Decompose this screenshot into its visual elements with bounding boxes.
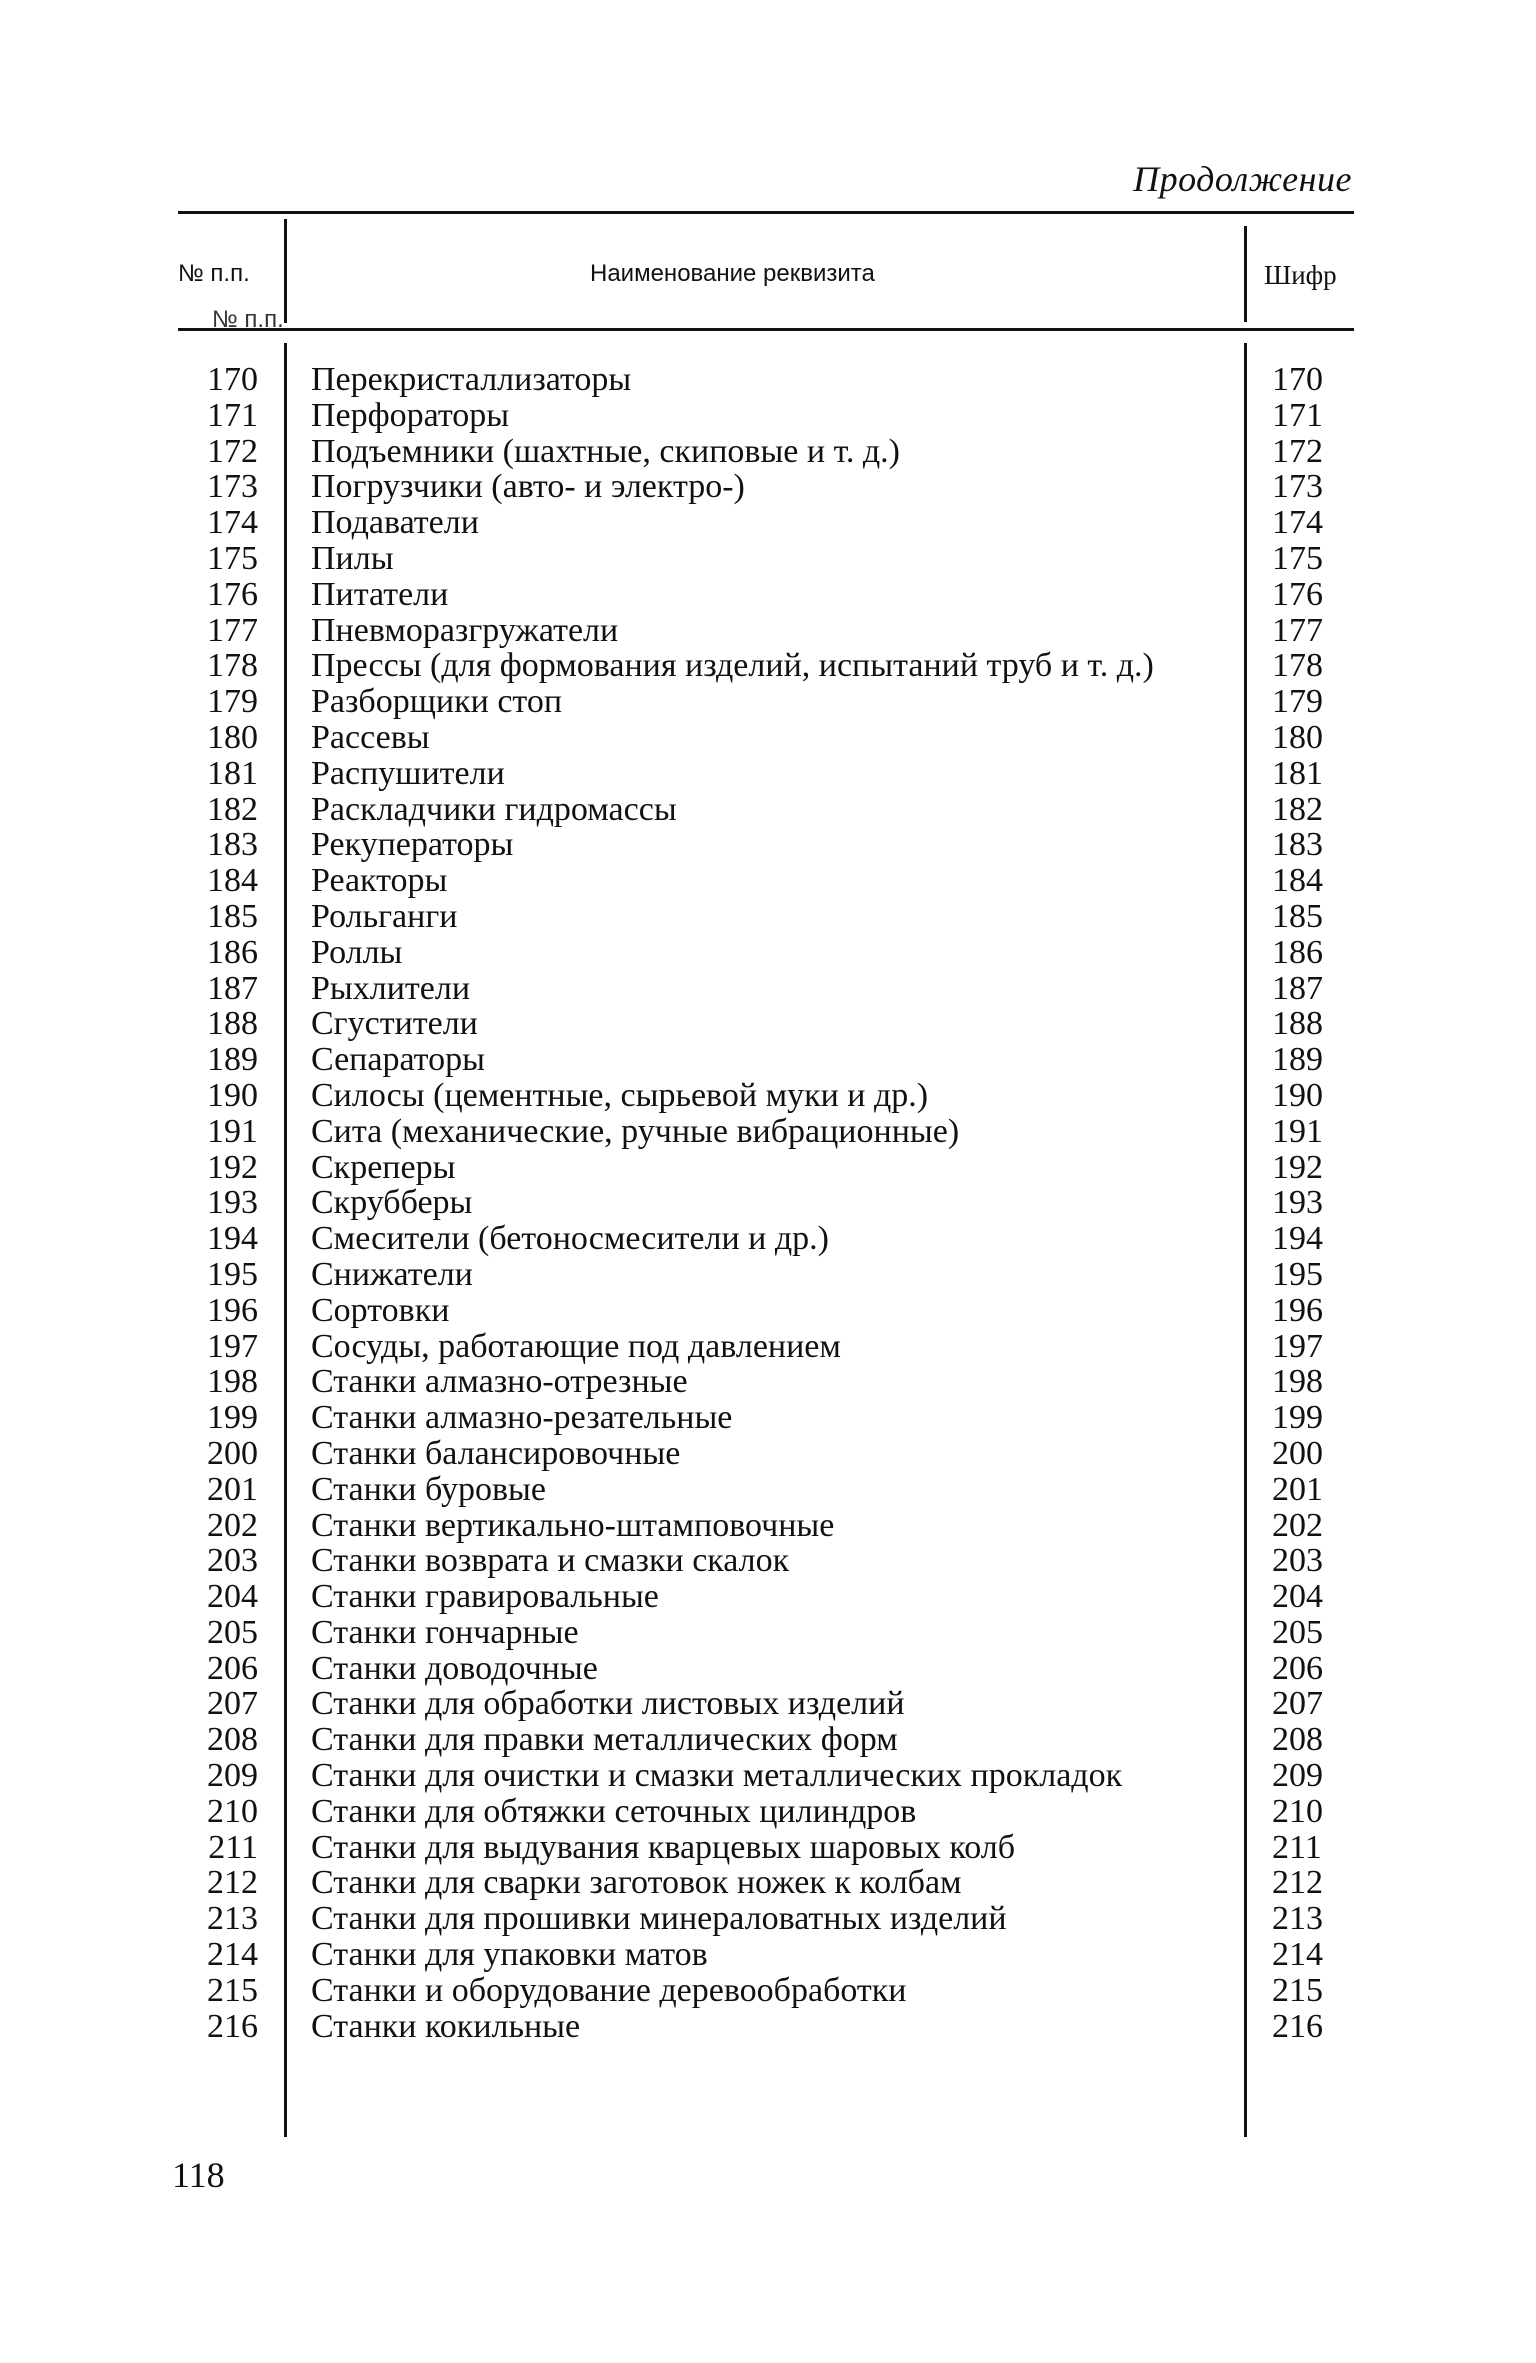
row-code: 179: [1272, 683, 1323, 721]
row-code: 215: [1272, 1971, 1323, 2009]
row-code: 182: [1272, 790, 1323, 828]
row-name: Рыхлители: [311, 969, 471, 1007]
row-name: Станки для очистки и смазки металлических прокладок: [311, 1757, 1123, 1795]
row-number: 197: [207, 1327, 258, 1365]
row-code: 211: [1272, 1828, 1322, 1866]
row-number: 170: [207, 361, 258, 398]
table-row: [0, 935, 1536, 971]
row-code: 194: [1272, 1220, 1323, 1258]
table-row: [0, 1221, 1536, 1257]
row-name: Станки гончарные: [311, 1613, 579, 1651]
row-number: 195: [207, 1255, 258, 1293]
table-row: [0, 863, 1536, 899]
row-name: Подъемники (шахтные, скиповые и т. д.): [311, 432, 901, 470]
row-code: 191: [1272, 1112, 1323, 1150]
row-code: 198: [1272, 1363, 1323, 1401]
row-name: Сортовки: [311, 1291, 450, 1329]
row-code: 201: [1272, 1470, 1323, 1508]
row-number: 177: [207, 611, 258, 649]
row-name: Силосы (цементные, сырьевой муки и др.): [311, 1076, 929, 1114]
table-row: [0, 1364, 1536, 1400]
row-name: Питатели: [311, 575, 449, 613]
table-row: [0, 362, 1536, 398]
table-row: [0, 756, 1536, 792]
table-row: [0, 1078, 1536, 1114]
table-row: [0, 792, 1536, 828]
row-code: 180: [1272, 718, 1323, 756]
row-number: 208: [207, 1721, 258, 1759]
row-number: 205: [207, 1613, 258, 1651]
row-name: Сепараторы: [311, 1041, 485, 1079]
row-number: 186: [207, 933, 258, 971]
row-name: Станки для выдувания кварцевых шаровых колб: [311, 1828, 1016, 1866]
row-code: 214: [1272, 1936, 1323, 1974]
row-code: 172: [1272, 432, 1323, 470]
table-row: [0, 1293, 1536, 1329]
table-row: [0, 971, 1536, 1007]
table-row: [0, 1400, 1536, 1436]
row-number: 198: [207, 1363, 258, 1401]
table-row: [0, 1114, 1536, 1150]
row-code: 193: [1272, 1184, 1323, 1222]
table-row: [0, 1651, 1536, 1687]
row-number: 183: [207, 826, 258, 864]
row-code: 171: [1272, 396, 1323, 434]
row-name: Раскладчики гидромассы: [311, 790, 677, 828]
row-name: Станки и оборудование деревообработки: [311, 1971, 907, 2009]
row-name: Станки алмазно-отрезные: [311, 1363, 688, 1401]
row-code: 190: [1272, 1076, 1323, 1114]
row-number: 211: [208, 1828, 258, 1866]
row-code: 184: [1272, 862, 1323, 900]
row-name: Станки буровые: [311, 1470, 546, 1508]
row-code: 212: [1272, 1864, 1323, 1902]
table-row: [0, 1937, 1536, 1973]
row-number: 179: [207, 683, 258, 721]
row-name: Сосуды, работающие под давлением: [311, 1327, 841, 1365]
table-row: [0, 1686, 1536, 1722]
row-name: Рассевы: [311, 718, 430, 756]
table-row: [0, 827, 1536, 863]
row-name: Распушители: [311, 754, 505, 792]
row-number: 209: [207, 1757, 258, 1795]
table-row: [0, 1006, 1536, 1042]
row-code: 206: [1272, 1649, 1323, 1687]
table-row: [0, 1794, 1536, 1830]
row-number: 189: [207, 1041, 258, 1079]
row-code: 192: [1272, 1148, 1323, 1186]
row-name: Станки для правки металлических форм: [311, 1721, 898, 1759]
row-number: 190: [207, 1076, 258, 1114]
row-code: 205: [1272, 1613, 1323, 1651]
row-name: Рекуператоры: [311, 826, 514, 864]
table-row: [0, 434, 1536, 470]
row-number: 178: [207, 647, 258, 685]
row-number: 174: [207, 504, 258, 542]
table-row: [0, 1472, 1536, 1508]
table-row: [0, 1329, 1536, 1365]
table-row: [0, 1508, 1536, 1544]
row-number: 213: [207, 1900, 258, 1938]
row-name: Станки кокильные: [311, 2007, 581, 2045]
row-number: 192: [207, 1148, 258, 1186]
row-code: 213: [1272, 1900, 1323, 1938]
row-number: 172: [207, 432, 258, 470]
row-code: 209: [1272, 1757, 1323, 1795]
row-name: Погрузчики (авто- и электро-): [311, 468, 745, 506]
row-number: 199: [207, 1399, 258, 1437]
row-code: 176: [1272, 575, 1323, 613]
row-number: 193: [207, 1184, 258, 1222]
table-row: [0, 1830, 1536, 1866]
page-number: 118: [172, 2155, 225, 2195]
row-number: 175: [207, 539, 258, 577]
row-code: 173: [1272, 468, 1323, 506]
row-code: 178: [1272, 647, 1323, 685]
row-number: 216: [207, 2007, 258, 2045]
table-row: [0, 1722, 1536, 1758]
row-number: 207: [207, 1685, 258, 1723]
row-name: Прессы (для формования изделий, испытаний труб и т. д.): [311, 647, 1154, 685]
row-number: 212: [207, 1864, 258, 1902]
row-code: 186: [1272, 933, 1323, 971]
header-divider-right: [1244, 226, 1247, 322]
table-row: [0, 1042, 1536, 1078]
row-number: 180: [207, 718, 258, 756]
column-header-code: Шифр: [1264, 260, 1337, 290]
table-top-rule: [178, 211, 1354, 214]
row-code: 170: [1272, 361, 1323, 398]
row-number: 182: [207, 790, 258, 828]
row-name: Перекристаллизаторы: [311, 361, 632, 398]
table-row: [0, 505, 1536, 541]
header-divider-left: [284, 219, 287, 323]
row-number: 185: [207, 897, 258, 935]
row-number: 202: [207, 1506, 258, 1544]
row-name: Станки для обработки листовых изделий: [311, 1685, 905, 1723]
table-row: [0, 1436, 1536, 1472]
table-row: [0, 1257, 1536, 1293]
row-name: Сита (механические, ручные вибрационные): [311, 1112, 960, 1150]
row-number: 196: [207, 1291, 258, 1329]
row-name: Разборщики стоп: [311, 683, 563, 721]
row-code: 199: [1272, 1399, 1323, 1437]
table-row: [0, 720, 1536, 756]
table-row: [0, 648, 1536, 684]
row-name: Снижатели: [311, 1255, 473, 1293]
row-number: 173: [207, 468, 258, 506]
column-header-name: Наименование реквизита: [590, 260, 875, 287]
struck-header-label: № п.п.: [212, 306, 284, 333]
table-row: [0, 613, 1536, 649]
row-number: 215: [207, 1971, 258, 2009]
requisite-table-body: [0, 362, 1536, 2044]
row-name: Подаватели: [311, 504, 479, 542]
row-code: 200: [1272, 1434, 1323, 1472]
table-row: [0, 577, 1536, 613]
row-number: 200: [207, 1434, 258, 1472]
row-code: 187: [1272, 969, 1323, 1007]
row-number: 204: [207, 1578, 258, 1616]
table-row: [0, 899, 1536, 935]
row-code: 189: [1272, 1041, 1323, 1079]
row-code: 185: [1272, 897, 1323, 935]
row-name: Скрубберы: [311, 1184, 473, 1222]
row-name: Сгустители: [311, 1005, 478, 1043]
row-number: 181: [207, 754, 258, 792]
row-number: 191: [207, 1112, 258, 1150]
row-number: 201: [207, 1470, 258, 1508]
table-row: [0, 469, 1536, 505]
row-number: 171: [207, 396, 258, 434]
table-row: [0, 1150, 1536, 1186]
table-row: [0, 541, 1536, 577]
row-number: 214: [207, 1936, 258, 1974]
continuation-label: Продолжение: [1133, 159, 1352, 199]
row-name: Пневморазгружатели: [311, 611, 619, 649]
row-code: 177: [1272, 611, 1323, 649]
row-code: 181: [1272, 754, 1323, 792]
row-number: 188: [207, 1005, 258, 1043]
row-name: Рольганги: [311, 897, 458, 935]
row-number: 187: [207, 969, 258, 1007]
row-name: Реакторы: [311, 862, 448, 900]
row-name: Смесители (бетоносмесители и др.): [311, 1220, 830, 1258]
column-header-number: № п.п.: [178, 260, 250, 287]
row-name: Станки балансировочные: [311, 1434, 681, 1472]
row-name: Станки алмазно-резательные: [311, 1399, 733, 1437]
row-name: Станки возврата и смазки скалок: [311, 1542, 790, 1580]
table-row: [0, 1901, 1536, 1937]
table-row: [0, 398, 1536, 434]
row-code: 202: [1272, 1506, 1323, 1544]
table-row: [0, 1615, 1536, 1651]
row-number: 210: [207, 1792, 258, 1830]
table-row: [0, 1543, 1536, 1579]
row-code: 183: [1272, 826, 1323, 864]
row-name: Станки для упаковки матов: [311, 1936, 708, 1974]
table-row: [0, 1185, 1536, 1221]
header-bottom-rule: [178, 328, 1354, 331]
row-name: Станки для прошивки минераловатных изделий: [311, 1900, 1007, 1938]
row-name: Станки доводочные: [311, 1649, 598, 1687]
row-code: 196: [1272, 1291, 1323, 1329]
row-name: Станки для сварки заготовок ножек к колбам: [311, 1864, 962, 1902]
row-number: 203: [207, 1542, 258, 1580]
row-code: 210: [1272, 1792, 1323, 1830]
row-code: 207: [1272, 1685, 1323, 1723]
row-number: 176: [207, 575, 258, 613]
row-code: 216: [1272, 2007, 1323, 2045]
row-number: 194: [207, 1220, 258, 1258]
row-code: 203: [1272, 1542, 1323, 1580]
table-row: [0, 1758, 1536, 1794]
row-name: Пилы: [311, 539, 394, 577]
row-code: 197: [1272, 1327, 1323, 1365]
table-row: [0, 2009, 1536, 2045]
row-code: 175: [1272, 539, 1323, 577]
row-name: Станки гравировальные: [311, 1578, 659, 1616]
row-name: Скреперы: [311, 1148, 456, 1186]
row-name: Станки для обтяжки сеточных цилиндров: [311, 1792, 917, 1830]
row-name: Станки вертикально-штамповочные: [311, 1506, 835, 1544]
row-code: 195: [1272, 1255, 1323, 1293]
table-row: [0, 1579, 1536, 1615]
row-code: 188: [1272, 1005, 1323, 1043]
row-number: 184: [207, 862, 258, 900]
row-code: 174: [1272, 504, 1323, 542]
row-code: 208: [1272, 1721, 1323, 1759]
row-code: 204: [1272, 1578, 1323, 1616]
row-number: 206: [207, 1649, 258, 1687]
table-row: [0, 1973, 1536, 2009]
row-name: Роллы: [311, 933, 403, 971]
row-name: Перфораторы: [311, 396, 510, 434]
table-row: [0, 1865, 1536, 1901]
table-row: [0, 684, 1536, 720]
